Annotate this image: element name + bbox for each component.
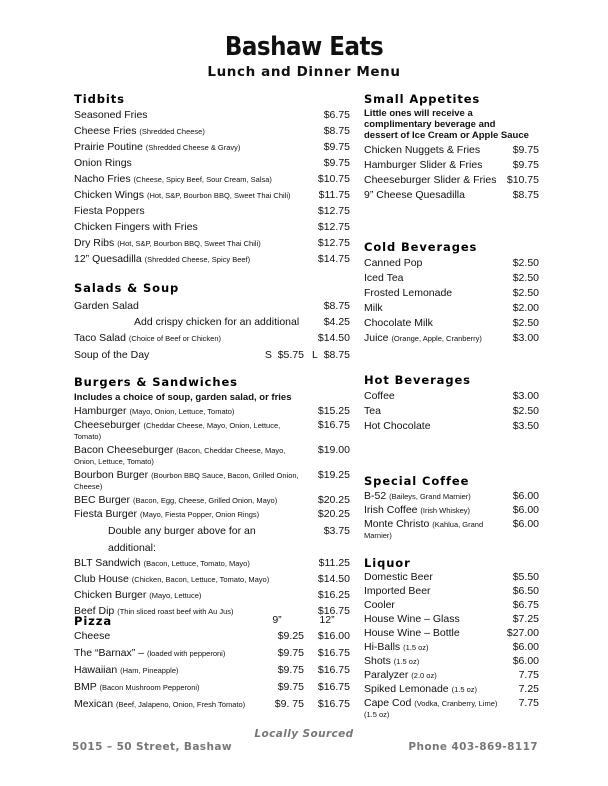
item-desc: (Mayo, Onion, Lettuce, Tomato): [129, 407, 235, 416]
item-name: Cheeseburger: [74, 419, 141, 431]
size-12-label: 12”: [319, 614, 335, 626]
menu-item: [364, 656, 539, 667]
cold-beverages-list: [364, 257, 539, 345]
item-desc: (Beef, Jalapeno, Onion, Fresh Tomato): [116, 700, 246, 709]
menu-item: [364, 189, 539, 201]
item-name: Shots: [364, 655, 391, 667]
menu-item: [74, 205, 350, 218]
item-desc: (Kahlua, Grand Marnier): [364, 520, 484, 540]
item-name: Domestic Beer: [364, 571, 433, 583]
item-price: $16.75: [317, 419, 350, 431]
menu-item: [364, 420, 539, 432]
item-name: Irish Coffee: [364, 504, 418, 516]
item-name: Coffee: [364, 390, 395, 402]
menu-item: [364, 519, 539, 541]
menu-item: [74, 573, 350, 586]
item-name: Nacho Fries: [74, 173, 131, 185]
menu-item: [74, 189, 350, 202]
item-price: $2.50: [512, 272, 539, 284]
item-name: Cheese: [74, 630, 111, 642]
item-price: $15.25: [317, 405, 350, 417]
size-label: L: [312, 349, 318, 361]
item-name: Bourbon Burger: [74, 469, 149, 481]
hot-beverages-heading: Hot Beverages: [364, 373, 471, 387]
menu-item: [364, 272, 539, 284]
item-name: Cape Cod: [364, 697, 412, 709]
item-price: 7.25: [518, 683, 539, 695]
item-price: $16.25: [317, 589, 350, 601]
menu-item: [74, 253, 350, 266]
item-name: Add crispy chicken for an additional: [134, 316, 300, 328]
item-name: Monte Christo: [364, 518, 430, 530]
item-name: Chicken Fingers with Fries: [74, 221, 198, 233]
pizza-heading: Pizza: [74, 614, 113, 628]
item-price: $8.75: [323, 300, 350, 312]
price-9in: $9.75: [277, 664, 304, 676]
menu-item: [364, 586, 539, 597]
menu-item: [74, 557, 350, 570]
menu-item: [364, 317, 539, 329]
item-price: $7.25: [512, 613, 539, 625]
item-name: Hamburger: [74, 405, 127, 417]
item-desc: (loaded with pepperoni): [146, 649, 226, 658]
item-desc: (Shredded Cheese & Gravy): [145, 143, 241, 152]
salads-section: [74, 281, 350, 363]
menu-item: [74, 221, 350, 234]
menu-item: [74, 589, 350, 602]
item-price: $16.75: [317, 605, 350, 617]
item-price: 7.75: [518, 697, 539, 709]
item-name: Garden Salad: [74, 300, 139, 312]
item-name: Cheese Fries: [74, 125, 137, 137]
item-price: $6.00: [512, 490, 539, 502]
price-9in: $9.75: [277, 647, 304, 659]
item-name: House Wine – Glass: [364, 613, 460, 625]
tidbits-list: [74, 109, 350, 266]
item-name: Tea: [364, 405, 381, 417]
item-price: $6.75: [323, 109, 350, 121]
menu-item: [364, 332, 539, 345]
item-price: $12.75: [317, 221, 350, 233]
item-desc: (Bacon, Egg, Cheese, Grilled Onion, Mayo): [132, 496, 278, 505]
tidbits-section: [74, 92, 350, 269]
item-name: Taco Salad: [74, 332, 126, 344]
menu-item: [364, 405, 539, 417]
item-name: Seasoned Fries: [74, 109, 148, 121]
item-name: Paralyzer: [364, 669, 409, 681]
cold-beverages-heading: Cold Beverages: [364, 240, 478, 254]
item-desc: (Bacon, Cheddar Cheese, Mayo, Onion, Lettuce, Tomato): [74, 446, 286, 466]
item-price: $12.75: [317, 205, 350, 217]
item-price: $6.00: [512, 641, 539, 653]
item-price: $3.75: [323, 525, 350, 537]
item-price: 7.75: [518, 669, 539, 681]
special-coffee-list: [364, 491, 539, 541]
item-desc: (Irish Whiskey): [420, 506, 471, 515]
item-name: Bacon Cheeseburger: [74, 444, 174, 456]
price-12in: $16.75: [317, 647, 350, 659]
item-name: Chicken Burger: [74, 589, 147, 601]
item-price: $20.25: [317, 508, 350, 520]
special-coffee-heading: Special Coffee: [364, 474, 470, 488]
item-price: $12.75: [317, 237, 350, 249]
sandwiches-list: [74, 557, 350, 618]
item-price: $5.75: [277, 349, 304, 361]
item-desc: (Bourbon BBQ Sauce, Bacon, Grilled Onion, Cheese): [74, 471, 299, 491]
menu-item: [364, 684, 539, 695]
item-price: $11.75: [318, 189, 350, 201]
item-price: $5.50: [512, 571, 539, 583]
menu-item: [364, 491, 539, 502]
price-12in: $16.00: [317, 630, 350, 642]
item-name: Chicken Wings: [74, 189, 145, 201]
price-12in: $16.75: [317, 698, 350, 710]
item-price: $8.75: [323, 125, 350, 137]
item-name: Cooler: [364, 599, 395, 611]
size-label: S: [264, 349, 272, 361]
item-name: BLT Sandwich: [74, 557, 141, 569]
item-desc: (1.5 oz): [451, 685, 478, 694]
item-desc: (Shredded Cheese): [139, 127, 205, 136]
item-name: Chicken Nuggets & Fries: [364, 144, 481, 156]
item-price: $9.75: [512, 159, 539, 171]
item-price: $9.75: [323, 141, 350, 153]
item-desc: (Mayo, Lettuce): [149, 591, 202, 600]
menu-item: [364, 600, 539, 611]
item-name: House Wine – Bottle: [364, 627, 460, 639]
menu-item: [364, 174, 539, 186]
address: 5015 – 50 Street, Bashaw: [72, 741, 232, 753]
item-price: $10.75: [506, 174, 539, 186]
item-price: $3.50: [512, 420, 539, 432]
menu-item: [364, 144, 539, 156]
item-desc: (1.5 oz): [403, 643, 429, 652]
menu-subtitle: Lunch and Dinner Menu: [207, 64, 401, 80]
price-9in: $9.25: [277, 630, 304, 642]
menu-item: [74, 298, 350, 314]
burgers-section: [74, 375, 350, 621]
item-name: The “Barnax” –: [74, 647, 145, 659]
item-name: Imported Beer: [364, 585, 431, 597]
item-name: Prairie Poutine: [74, 141, 143, 153]
item-name: Hamburger Slider & Fries: [364, 159, 483, 171]
item-desc: (Shredded Cheese, Spicy Beef): [144, 255, 251, 264]
item-name: Canned Pop: [364, 257, 423, 269]
menu-item: [74, 495, 350, 506]
item-price: $2.50: [512, 317, 539, 329]
item-price: $2.50: [512, 405, 539, 417]
small-appetites-heading: Small Appetites: [364, 92, 481, 106]
tidbits-heading: Tidbits: [74, 92, 125, 106]
liquor-heading: Liquor: [364, 556, 411, 570]
item-name: B-52: [364, 490, 387, 502]
item-desc: (Mayo, Fiesta Popper, Onion Rings): [139, 510, 260, 519]
salads-heading: Salads & Soup: [74, 281, 180, 295]
menu-item: [364, 390, 539, 402]
liquor-list: [364, 572, 539, 720]
item-price: $4.25: [323, 316, 350, 328]
item-price: $3.00: [512, 332, 539, 344]
pizza-section: [74, 614, 350, 716]
item-price: $19.25: [317, 469, 350, 481]
item-desc: (Hot, S&P, Bourbon BBQ, Sweet Thai Chili): [146, 191, 291, 200]
item-price: $14.50: [317, 332, 350, 344]
menu-item: [74, 237, 350, 250]
item-price: $2.50: [512, 257, 539, 269]
item-name: Cheeseburger Slider & Fries: [364, 174, 497, 186]
small-appetites-note: Little ones will receive a complimentary beverage and dessert of Ice Cream or Apple Sauce: [364, 108, 529, 141]
item-name: Chocolate Milk: [364, 317, 433, 329]
item-name: Club House: [74, 573, 129, 585]
hot-beverages-section: [364, 373, 539, 435]
item-desc: (Thin sliced roast beef with Au Jus): [117, 607, 234, 616]
pizza-item: [74, 631, 350, 642]
size-9-label: 9”: [272, 614, 282, 626]
item-price: $8.75: [512, 189, 539, 201]
burgers-note: Includes a choice of soup, garden salad, or fries: [74, 392, 292, 403]
menu-item: [364, 614, 539, 625]
item-desc: (Chicken, Bacon, Lettuce, Tomato, Mayo): [131, 575, 270, 584]
item-desc: (Orange, Apple, Cranberry): [391, 334, 482, 343]
menu-item: [74, 445, 350, 467]
menu-item: [74, 347, 350, 363]
price-9in: $9.75: [277, 681, 304, 693]
item-desc: (2.0 oz): [411, 671, 437, 680]
item-price: $14.50: [317, 573, 350, 585]
menu-item: [74, 125, 350, 138]
item-desc: (Cheese, Spicy Beef, Sour Cream, Salsa): [133, 175, 272, 184]
item-price: $8.75: [323, 349, 350, 361]
menu-item: [364, 159, 539, 171]
item-price: $14.75: [317, 253, 350, 265]
item-desc: (Bacon Mushroom Pepperoni): [99, 683, 200, 692]
item-price: $19.00: [317, 444, 350, 456]
menu-item: [364, 670, 539, 681]
item-desc: (Bacon, Lettuce, Tomato, Mayo): [143, 559, 250, 568]
menu-item: [364, 628, 539, 639]
burgers-list: [74, 406, 350, 520]
item-price: $9.75: [323, 157, 350, 169]
item-name: 12” Quesadilla: [74, 253, 142, 265]
menu-item: [74, 157, 350, 170]
menu-item: [74, 330, 350, 347]
item-price: $6.50: [512, 585, 539, 597]
item-name: Spiked Lemonade: [364, 683, 449, 695]
item-name: Soup of the Day: [74, 349, 150, 361]
pizza-item: [74, 699, 350, 710]
item-price: $10.75: [317, 173, 350, 185]
menu-item: [364, 287, 539, 299]
locally-sourced-tagline: Locally Sourced: [254, 728, 354, 740]
menu-item: [74, 173, 350, 186]
menu-item: [74, 420, 350, 442]
price-9in: $9. 75: [274, 698, 304, 710]
item-name: Mexican: [74, 698, 114, 710]
item-desc: (Baileys, Grand Marnier): [389, 492, 471, 501]
cold-beverages-section: [364, 240, 539, 348]
hot-beverages-list: [364, 390, 539, 432]
item-price: $3.00: [512, 390, 539, 402]
menu-item: [74, 523, 350, 557]
small-appetites-list: [364, 144, 539, 201]
menu-item: [364, 505, 539, 516]
item-price: $6.00: [512, 655, 539, 667]
item-price: $2.50: [512, 287, 539, 299]
item-desc: (Vodka, Cranberry, Lime) (1.5 oz): [364, 699, 498, 719]
menu-item: [74, 509, 350, 520]
item-name: Hawaiian: [74, 664, 118, 676]
menu-item: [364, 302, 539, 314]
item-name: Beef Dip: [74, 605, 115, 617]
item-price: $9.75: [512, 144, 539, 156]
pizza-item: [74, 665, 350, 676]
menu-item: [364, 257, 539, 269]
price-12in: $16.75: [317, 664, 350, 676]
menu-item: [364, 572, 539, 583]
item-name: Milk: [364, 302, 383, 314]
price-12in: $16.75: [317, 681, 350, 693]
menu-item: [364, 642, 539, 653]
item-name: Frosted Lemonade: [364, 287, 453, 299]
phone-number: Phone 403-869-8117: [408, 741, 538, 753]
menu-item: [74, 470, 350, 492]
item-name: Fiesta Burger: [74, 508, 138, 520]
item-price: $6.75: [512, 599, 539, 611]
item-name: 9” Cheese Quesadilla: [364, 189, 465, 201]
item-name: Iced Tea: [364, 272, 404, 284]
item-desc: (Cheddar Cheese, Mayo, Onion, Lettuce, Tomato): [74, 421, 281, 441]
pizza-item: [74, 648, 350, 659]
item-name: BMP: [74, 681, 97, 693]
item-name: BEC Burger: [74, 494, 131, 506]
item-name: Onion Rings: [74, 157, 132, 169]
item-desc: (Choice of Beef or Chicken): [128, 334, 221, 343]
item-desc: (Ham, Pineapple): [120, 666, 179, 675]
menu-item: [74, 141, 350, 154]
menu-item: [74, 406, 350, 417]
item-name: Dry Ribs: [74, 237, 115, 249]
item-price: $27.00: [506, 627, 539, 639]
item-desc: (Hot, S&P, Bourbon BBQ, Sweet Thai Chili): [117, 239, 261, 248]
item-price: $20.25: [317, 494, 350, 506]
special-coffee-section: [364, 474, 539, 544]
item-price: $6.00: [512, 518, 539, 530]
item-name: Fiesta Poppers: [74, 205, 145, 217]
item-price: $2.00: [512, 302, 539, 314]
item-price: $11.25: [318, 557, 350, 569]
item-name: Hot Chocolate: [364, 420, 431, 432]
small-appetites-section: [364, 92, 539, 204]
pizza-list: [74, 631, 350, 710]
menu-item: [74, 109, 350, 122]
item-name: Juice: [364, 332, 389, 344]
liquor-section: [364, 556, 539, 723]
menu-item: [364, 698, 539, 720]
item-desc: (1.5 oz): [393, 657, 420, 666]
item-price: $6.00: [512, 504, 539, 516]
pizza-item: [74, 682, 350, 693]
item-name: Hi-Balls: [364, 641, 401, 653]
menu-item: [74, 314, 350, 330]
burgers-heading: Burgers & Sandwiches: [74, 375, 238, 389]
restaurant-title: Bashaw Eats: [224, 32, 384, 62]
item-name: Double any burger above for an additional:: [108, 525, 256, 554]
